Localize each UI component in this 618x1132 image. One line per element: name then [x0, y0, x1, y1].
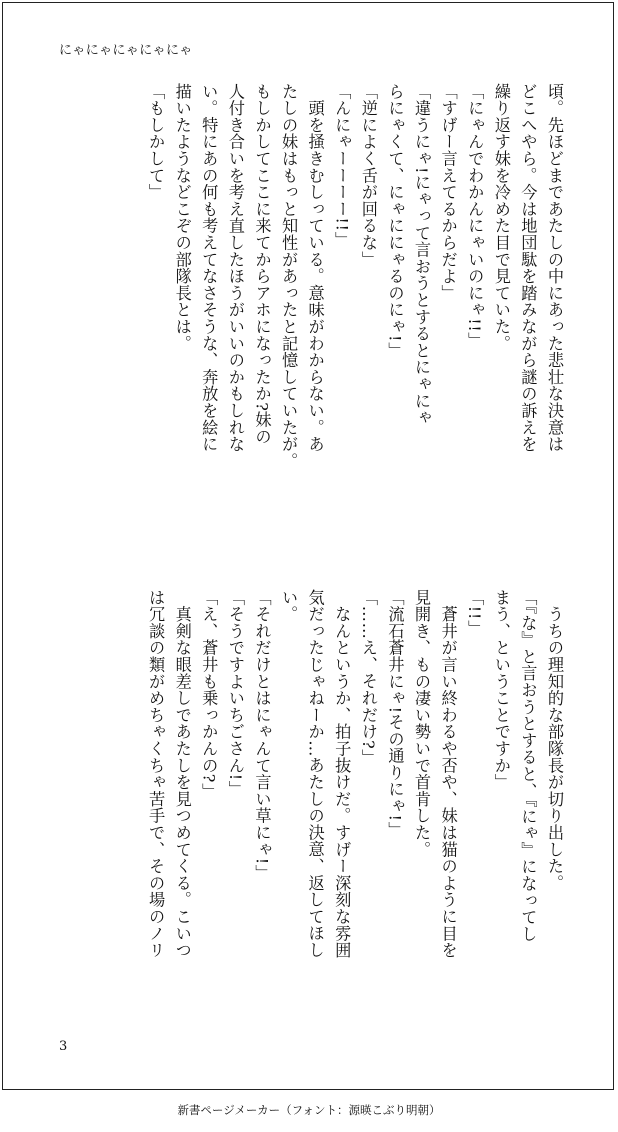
text-line: 「流石蒼井にゃ!その通りにゃ!」: [385, 589, 405, 839]
text-line: は冗談の類がめちゃくちゃ苦手で、その場のノリ: [146, 589, 166, 959]
text-line: 「逆によく舌が回るな」: [358, 83, 378, 268]
text-line: 「え、蒼井も乗っかんの?」: [199, 589, 219, 800]
text-line: 「すげー言えてるからだよ」: [438, 83, 458, 302]
text-line: 「そうですよいちごさん!」: [225, 589, 245, 798]
text-line: 真剣な眼差しであたしを見つめてくる。こいつ: [172, 589, 192, 959]
text-line: 見開き、もの凄い勢いで首肯した。: [412, 589, 432, 858]
text-line: どこへやら。今は地団駄を踏みながら謎の訴えを: [518, 83, 538, 453]
text-line: 描いたようなどこぞの部隊長とは。: [172, 83, 192, 352]
text-line: 繰り返す妹を冷めた目で見ていた。: [491, 83, 511, 352]
text-line: 蒼井が言い終わるや否や、妹は猫のように目を: [438, 589, 458, 959]
text-line: たしの妹はもっと知性があったと記憶していたが。: [279, 83, 299, 470]
text-line: い。特にあの何も考えてなさそうな、奔放を絵に: [199, 83, 219, 453]
text-line: 気だったじゃねーか…あたしの決意、返してほし: [305, 589, 325, 959]
manuscript-page: [2, 2, 614, 1090]
text-line: なんというか、拍子抜けだ。すげー深刻な雰囲: [332, 589, 352, 959]
text-line: 頃。先ほどまであたしの中にあった悲壮な決意は: [545, 83, 564, 453]
text-line: 「もしかして」: [146, 83, 166, 201]
text-line: 「違うにゃ!にゃって言おうとするとにゃにゃ: [412, 83, 432, 427]
page-number: 3: [59, 1039, 68, 1054]
footer-caption: 新書ページメーカー（フォント：源暎こぶり明朝）: [177, 1103, 441, 1117]
text-line: 「にゃんでわかんにゃいのにゃ!!」: [465, 83, 485, 350]
text-line: 「それだけとはにゃんて言い草にゃ!」: [252, 589, 272, 882]
text-block-top: [142, 83, 568, 553]
text-line: 「んにゃーーーー!!」: [332, 83, 352, 249]
text-line: まう、ということですか」: [491, 589, 511, 791]
text-line: 「……え、それだけ?」: [358, 589, 378, 767]
text-line: うちの理知的な部隊長が切り出した。: [545, 589, 564, 892]
text-line: い。: [279, 589, 299, 623]
text-line: 人付き合いを考え直したほうがいいのかもしれな: [225, 83, 245, 453]
running-head: にゃにゃにゃにゃにゃ: [59, 43, 193, 58]
text-line: もしかしてここに来てからアホになったか?妹の: [252, 83, 272, 446]
text-line: 頭を掻きむしっている。意味がわからない。あ: [305, 83, 325, 453]
text-line: 「!!」: [465, 589, 485, 637]
text-block-bottom: [142, 589, 568, 1009]
text-line: らにゃくて、にゃににゃるのにゃ!」: [385, 83, 405, 359]
text-line: 「『な』と言おうとすると、『にゃ』になってし: [518, 589, 538, 943]
